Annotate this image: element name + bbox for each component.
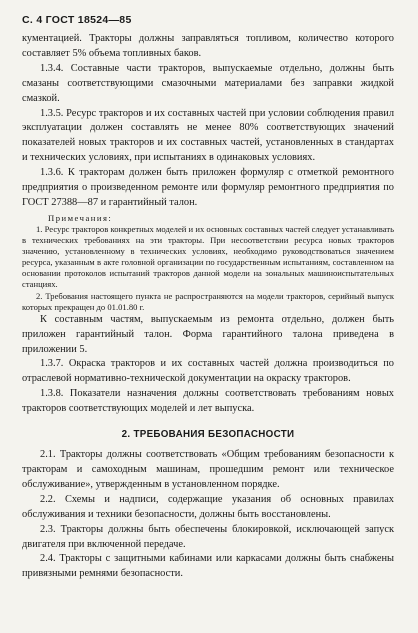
document-page bbox=[22, 14, 394, 582]
paragraph-2-1: 2.1. Тракторы должны соответствовать «Общим требованиям безопасности к тракторам и самоходным машинам, прошедшим ремонт или техническое обслуживание», утвержденным в установленном порядке. bbox=[22, 449, 394, 490]
note-2: 2. Требования настоящего пункта не распространяются на модели тракторов, серийный выпуск которых прекращен до 01.01.80 г. bbox=[22, 290, 394, 312]
page-header: С. 4 ГОСТ 18524—85 bbox=[22, 14, 132, 26]
notes-block bbox=[22, 213, 394, 313]
paragraph-1-3-4: 1.3.4. Составные части тракторов, выпускаемые отдельно, должны быть смазаны соответствующими смазочными материалами без заправки жидкой смазкой. bbox=[22, 62, 394, 104]
paragraph-2-4: 2.4. Тракторы с защитными кабинами или каркасами должны быть снабжены привязными ремнями безопасности. bbox=[22, 553, 394, 580]
paragraph-1-3-5: 1.3.5. Ресурс тракторов и их составных частей при условии соблюдения правил эксплуатации должен составлять не менее 80% соответствующих значений показателей новых тракторов и их составных частей, установленных в стандартах и технических условиях, при испытаниях в одинаковых условиях. bbox=[22, 107, 394, 164]
paragraph-1-3-6: 1.3.6. К тракторам должен быть приложен формуляр с отметкой ремонтного предприятия о произведенном ремонте или формуляр ремонтного предприятия по ГОСТ 27388—87 и гарантийный талон. bbox=[22, 167, 394, 208]
notes-title: Примечания: bbox=[48, 212, 113, 223]
paragraph-1-3-7: 1.3.7. Окраска тракторов и их составных частей должна производиться по отраслевой нормативно-технической документации на окраску тракторов. bbox=[22, 358, 394, 385]
paragraph-2-2: 2.2. Схемы и надписи, содержащие указания об основных правилах обслуживания и техники безопасности, должны быть восстановлены. bbox=[22, 493, 394, 520]
section-title: 2. ТРЕБОВАНИЯ БЕЗОПАСНОСТИ bbox=[121, 429, 295, 441]
note-1: 1. Ресурс тракторов конкретных моделей и их основных составных частей следует устанавливать в технических требованиях на эти тракторы. При несоответствии ресурса новых тракторов значению, установленному в технических условиях, необходимо руководствоваться значением ресурса, указанным в акте головной организации по государственным испытаниям, составленном на основании протоколов испытаний тракторов данной модели на зональных машиноиспытательных станциях. bbox=[22, 223, 394, 290]
paragraph-continuation: кументацией. Тракторы должны заправляться топливом, количество которого составляет 5% объема топливных баков. bbox=[22, 33, 394, 59]
paragraph-2-3: 2.3. Тракторы должны быть обеспечены блокировкой, исключающей запуск двигателя при включенной передаче. bbox=[22, 523, 394, 550]
paragraph-warranty: К составным частям, выпускаемым из ремонта отдельно, должен быть приложен гарантийный талон. Форма гарантийного талона приведена в приложении 5. bbox=[22, 313, 394, 355]
paragraph-1-3-8: 1.3.8. Показатели назначения должны соответствовать требованиям новых тракторов соответствующих моделей и лет выпуска. bbox=[22, 388, 394, 415]
